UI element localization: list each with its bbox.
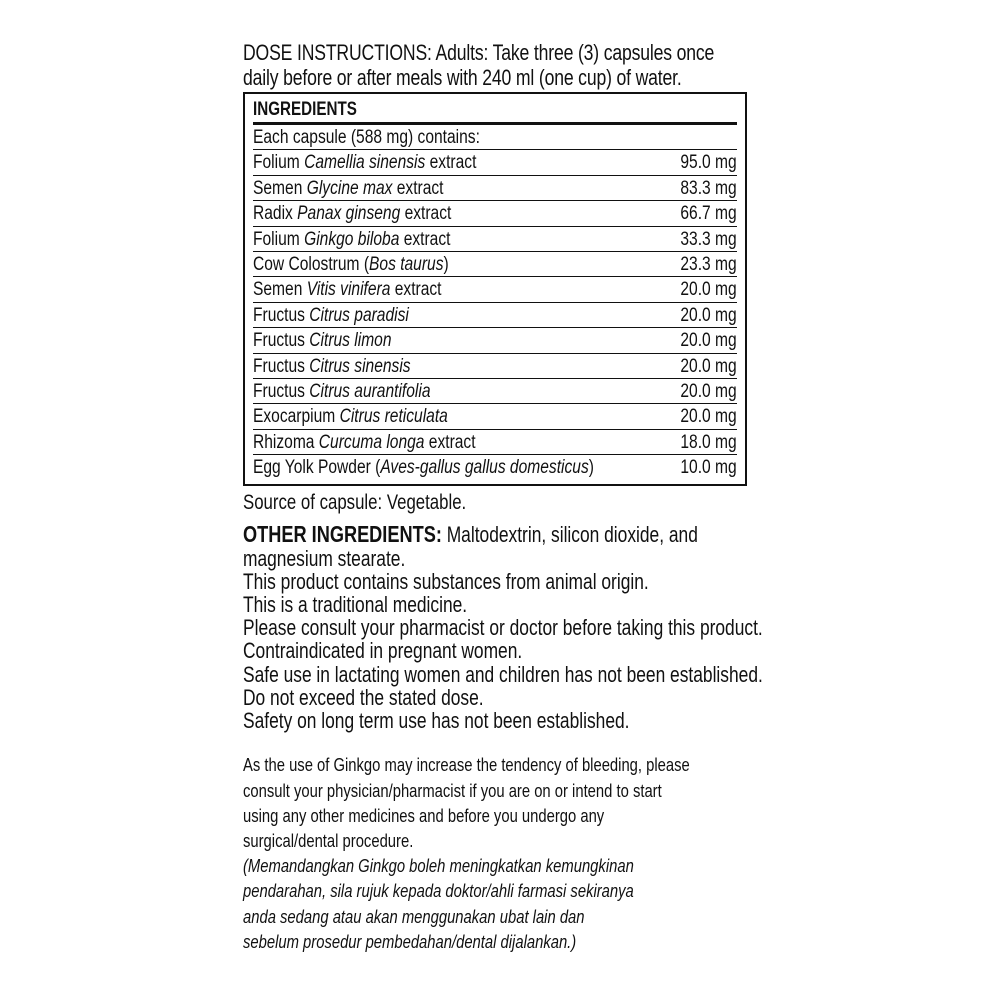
warning-malay-line: sebelum prosedur pembedahan/dental dijalankan.) <box>243 930 577 952</box>
warning-malay-line: (Memandangkan Ginkgo boleh meningkatkan kemungkinan <box>243 855 634 877</box>
warning-malay-line: anda sedang atau akan menggunakan ubat lain dan <box>243 905 585 927</box>
ingredient-row: Rhizoma Curcuma longa extract 18.0 mg <box>253 430 737 455</box>
ingredients-rows <box>253 125 737 480</box>
other-line: Do not exceed the stated dose. <box>243 684 484 710</box>
ginkgo-warning <box>243 752 803 954</box>
ingredient-row: Semen Glycine max extract 83.3 mg <box>253 176 737 201</box>
ingredient-row: Folium Ginkgo biloba extract 33.3 mg <box>253 227 737 252</box>
other-ingredients <box>243 523 803 732</box>
other-line: This is a traditional medicine. <box>243 592 468 618</box>
other-line: Contraindicated in pregnant women. <box>243 638 523 664</box>
capsule-source: Source of capsule: Vegetable. <box>243 491 467 515</box>
ingredients-table <box>243 92 747 486</box>
product-label <box>243 40 803 954</box>
other-ingredients-first-line: OTHER INGREDIENTS: Maltodextrin, silicon dioxide, and <box>243 521 698 548</box>
ingredient-row: Radix Panax ginseng extract 66.7 mg <box>253 201 737 226</box>
dose-line: daily before or after meals with 240 ml (one cup) of water. <box>243 65 682 90</box>
warning-malay-line: pendarahan, sila rujuk kepada doktor/ahli farmasi sekiranya <box>243 880 634 902</box>
ingredient-row: Fructus Citrus aurantifolia 20.0 mg <box>253 379 737 404</box>
ingredient-row: Cow Colostrum (Bos taurus) 23.3 mg <box>253 252 737 277</box>
other-line: Safety on long term use has not been established. <box>243 708 630 734</box>
ingredient-row: Fructus Citrus sinensis 20.0 mg <box>253 354 737 379</box>
ingredient-row: Fructus Citrus paradisi 20.0 mg <box>253 303 737 328</box>
dose-line: DOSE INSTRUCTIONS: Adults: Take three (3) capsules once <box>243 40 715 65</box>
ingredients-intro-row: Each capsule (588 mg) contains: <box>253 125 737 150</box>
ingredient-row: Folium Camellia sinensis extract 95.0 mg <box>253 150 737 175</box>
ingredient-row: Exocarpium Citrus reticulata 20.0 mg <box>253 404 737 429</box>
ingredient-row: Fructus Citrus limon 20.0 mg <box>253 328 737 353</box>
ingredients-title: INGREDIENTS <box>253 100 737 125</box>
other-line: magnesium stearate. <box>243 545 406 571</box>
warning-line: As the use of Ginkgo may increase the tendency of bleeding, please <box>243 754 690 776</box>
ingredient-row: Semen Vitis vinifera extract 20.0 mg <box>253 277 737 302</box>
warning-line: consult your physician/pharmacist if you are on or intend to start <box>243 779 662 801</box>
other-line: Safe use in lactating women and children has not been established. <box>243 661 763 687</box>
ingredient-row: Egg Yolk Powder (Aves-gallus gallus domesticus) 10.0 mg <box>253 457 737 479</box>
other-line: This product contains substances from animal origin. <box>243 568 649 594</box>
other-ingredients-heading: OTHER INGREDIENTS: <box>243 521 442 548</box>
dose-instructions <box>243 40 803 90</box>
warning-line: surgical/dental procedure. <box>243 829 414 851</box>
warning-line: using any other medicines and before you undergo any <box>243 804 605 826</box>
other-line: Please consult your pharmacist or doctor before taking this product. <box>243 615 763 641</box>
